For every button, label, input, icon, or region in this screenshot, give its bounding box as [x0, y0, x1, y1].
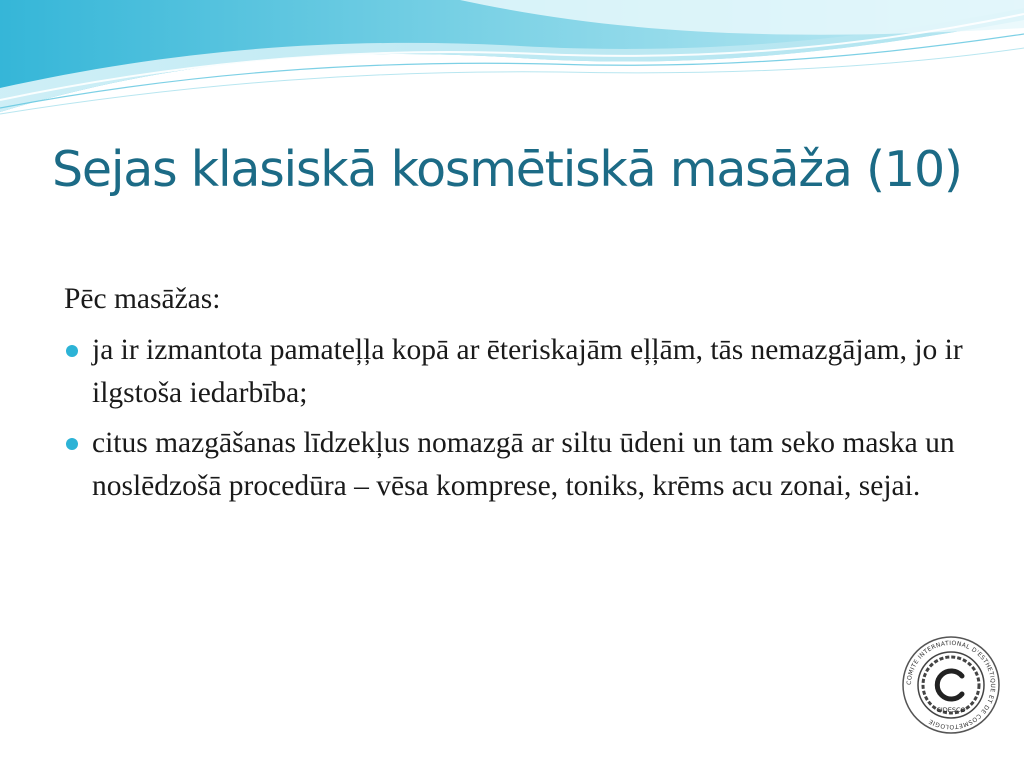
list-item [64, 329, 964, 415]
bullet-dot-icon [66, 438, 78, 450]
lead-text: Pēc masāžas: [64, 283, 221, 315]
slide-body [64, 278, 964, 515]
bullet-dot-icon [66, 345, 78, 357]
slide-title: Sejas klasiskā kosmētiskā masāža (10) [52, 141, 962, 198]
svg-text:COMITE INTERNATIONAL D'ESTHETI: COMITE INTERNATIONAL D'ESTHETIQUE ET DE COSMETOLOGIE [905, 639, 997, 731]
bullet-text: citus mazgāšanas līdzekļus nomazgā ar siltu ūdeni un tam seko maska un noslēdzošā procedūra – vēsa komprese, toniks, krēms acu zonai, sejai. [92, 427, 955, 502]
bullet-text: ja ir izmantota pamateļļa kopā ar ēteriskajām eļļām, tās nemazgājam, jo ir ilgstoša iedarbība; [92, 334, 963, 409]
cidesco-logo-icon [898, 632, 1004, 738]
bullet-list [64, 329, 964, 508]
wave-header-decoration [0, 0, 1024, 130]
list-item [64, 422, 964, 508]
svg-text:CIDESCO: CIDESCO [936, 706, 966, 714]
